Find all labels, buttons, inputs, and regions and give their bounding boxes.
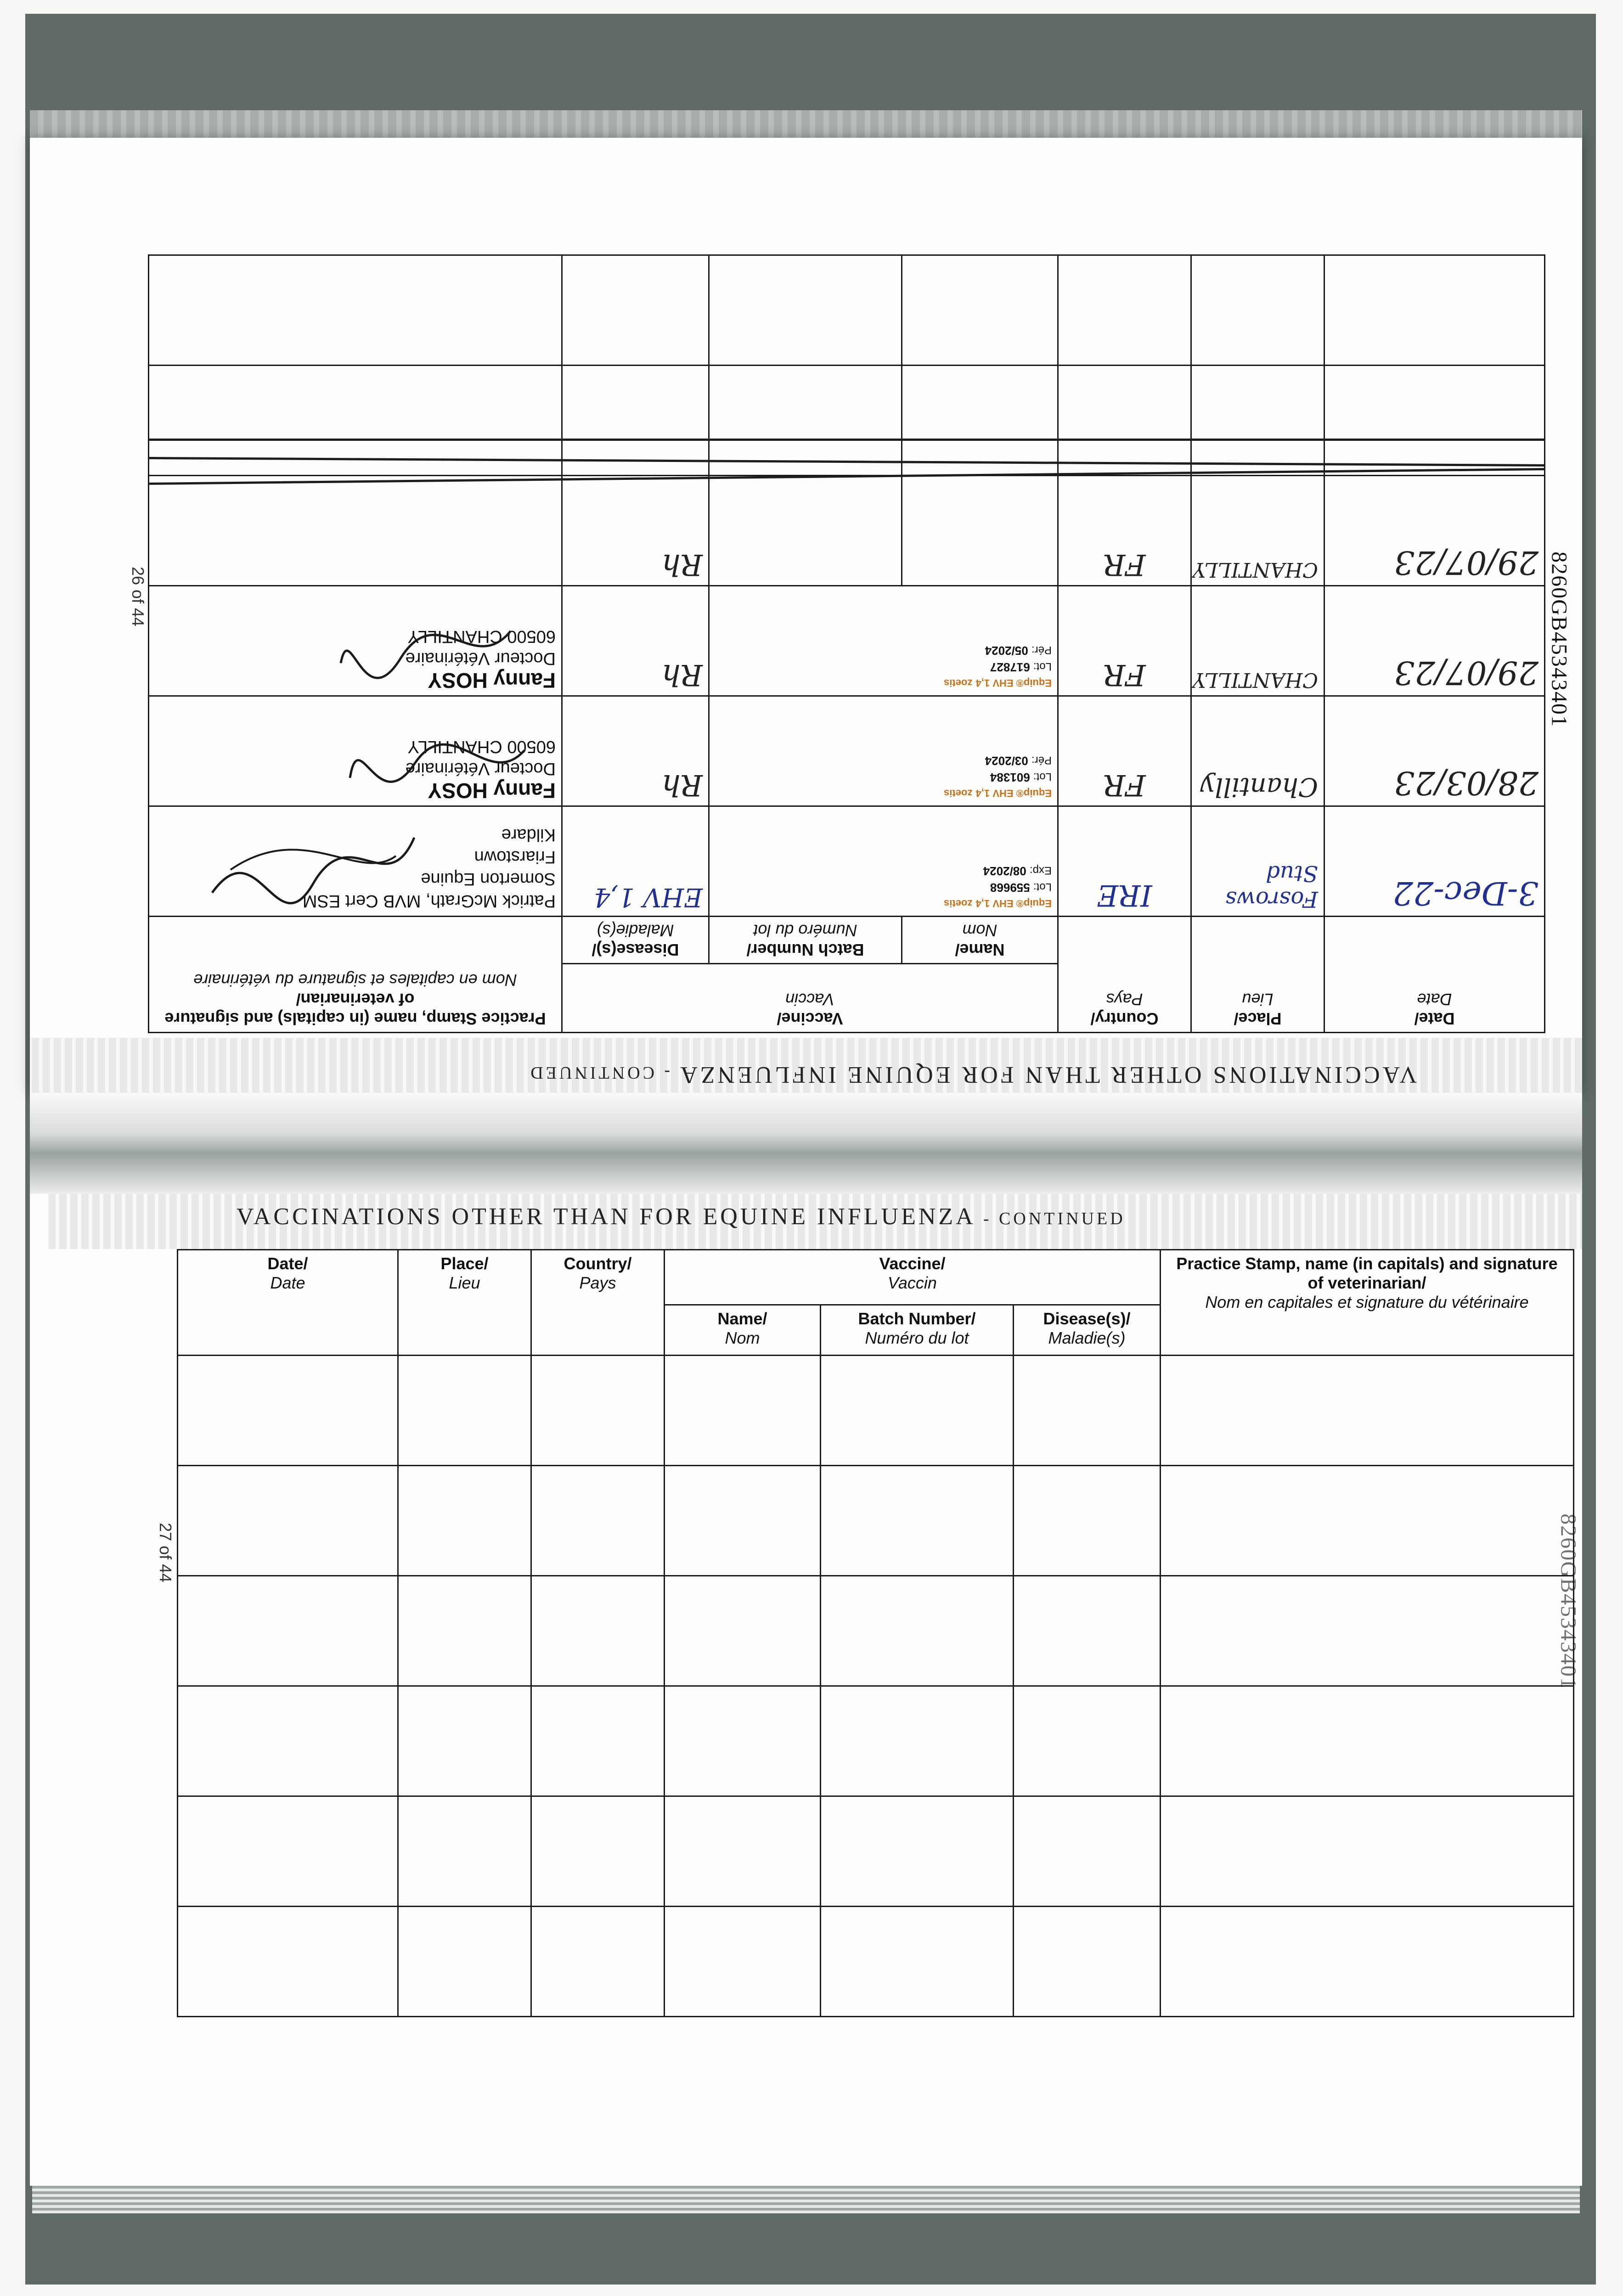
sticker-text: Equip® EHV 1,4 zoetis Lot: 559668 Exp: 08/2024 [944, 864, 1052, 909]
page-stack-edge [32, 2186, 1580, 2213]
header-row [178, 1250, 1574, 1305]
col-vaccine: Vaccine/ Vaccin [665, 1250, 1161, 1305]
row-stamp [148, 586, 562, 696]
page-26 [30, 138, 1582, 1093]
book-gutter [30, 1093, 1582, 1194]
vaccine-sticker [709, 586, 1058, 696]
table-row [148, 255, 1544, 366]
table-row-struck [148, 476, 1544, 586]
table-row [178, 1796, 1574, 1907]
passport-id: 8260GB45343401 [1547, 551, 1572, 727]
col-date: Date/ Date [1324, 917, 1545, 1033]
signature [203, 810, 423, 911]
row-stamp [148, 696, 562, 806]
col-country: Country/ Pays [1058, 917, 1191, 1033]
vaccine-sticker [709, 806, 1058, 917]
table-row [178, 1466, 1574, 1576]
col-name: Name/ Nom [902, 917, 1058, 964]
vet-stamp: Fanny HOSY Docteur Vétérinaire 60500 CHANTILLY [405, 737, 556, 803]
signature [341, 704, 534, 796]
table-row [178, 1907, 1574, 2017]
col-stamp: Practice Stamp, name (in capitals) and signature of veterinarian/ Nom en capitales et signature du vétérinaire [148, 917, 562, 1033]
row-name [902, 476, 1058, 586]
vaccine-sticker [709, 696, 1058, 806]
row-batch [709, 476, 902, 586]
sticker-text: Equip® EHV 1,4 zoetis Lot: 601384 Pér: 03/2024 [944, 754, 1052, 799]
col-batch: Batch Number/ Numéro du lot [821, 1305, 1014, 1356]
row-country: FR [1058, 696, 1191, 806]
table-row [178, 1686, 1574, 1796]
row-disease: Rh [562, 586, 709, 696]
table-row [148, 806, 1544, 917]
section-title-suffix: - CONTINUED [983, 1209, 1126, 1228]
header-row [148, 964, 1544, 1033]
table-row [178, 1576, 1574, 1686]
vaccination-table [148, 254, 1545, 1033]
page-26-rotated-content [30, 138, 1582, 1093]
row-date: 29/07/23 [1324, 586, 1545, 696]
row-place: CHANTILLY [1191, 476, 1324, 586]
signature [332, 594, 524, 686]
row-place: CHANTILLY [1191, 586, 1324, 696]
row-place: Chantilly [1191, 696, 1324, 806]
vet-stamp: Fanny HOSY Docteur Vétérinaire 60500 CHANTILLY [405, 627, 556, 692]
row-date: 28/03/23 [1324, 696, 1545, 806]
row-place: Fosrows Stud [1191, 806, 1324, 917]
row-country: FR [1058, 586, 1191, 696]
col-country: Country/ Pays [531, 1250, 665, 1356]
section-title [237, 1203, 1126, 1230]
col-vaccine: Vaccine/ Vaccin [562, 964, 1058, 1033]
col-place: Place/ Lieu [398, 1250, 531, 1356]
row-stamp [148, 476, 562, 586]
col-stamp: Practice Stamp, name (in capitals) and signature of veterinarian/ Nom en capitales et signature du vétérinaire [1161, 1250, 1574, 1356]
col-name: Name/ Nom [665, 1305, 821, 1356]
row-date: 29/07/23 [1324, 476, 1545, 586]
row-stamp [148, 806, 562, 917]
col-batch: Batch Number/ Numéro du lot [709, 917, 902, 964]
table-row [148, 696, 1544, 806]
page-number: 26 of 44 [128, 566, 147, 627]
col-disease: Disease(s)/ Maladie(s) [1014, 1305, 1161, 1356]
table-row [178, 1356, 1574, 1466]
section-title-text: VACCINATIONS OTHER THAN FOR EQUINE INFLUENZA [679, 1062, 1417, 1088]
section-title-text: VACCINATIONS OTHER THAN FOR EQUINE INFLUENZA [237, 1204, 975, 1230]
page-number: 27 of 44 [156, 1522, 175, 1583]
row-disease: EHV 1,4 [562, 806, 709, 917]
strike-line [149, 439, 1545, 441]
row-date: 3-Dec-22 [1324, 806, 1545, 917]
page-27 [30, 1194, 1582, 2186]
vet-stamp: Patrick McGrath, MVB Cert ESM Somerton Equine Friarstown Kildare [302, 825, 556, 911]
vaccination-table [177, 1249, 1574, 2017]
row-country: FR [1058, 476, 1191, 586]
row-disease: Rh [562, 476, 709, 586]
passport-id: 8260GB45343401 [1556, 1514, 1581, 1689]
table-row [148, 586, 1544, 696]
row-disease: Rh [562, 696, 709, 806]
col-date: Date/ Date [178, 1250, 398, 1356]
sticker-text: Equip® EHV 1,4 zoetis Lot: 617827 Pér: 05/2024 [944, 644, 1052, 689]
section-title-suffix: - CONTINUED [528, 1063, 671, 1082]
page-stack-edge [30, 110, 1582, 138]
section-title [528, 1061, 1417, 1088]
col-place: Place/ Lieu [1191, 917, 1324, 1033]
col-disease: Disease(s)/ Maladie(s) [562, 917, 709, 964]
row-country: IRE [1058, 806, 1191, 917]
